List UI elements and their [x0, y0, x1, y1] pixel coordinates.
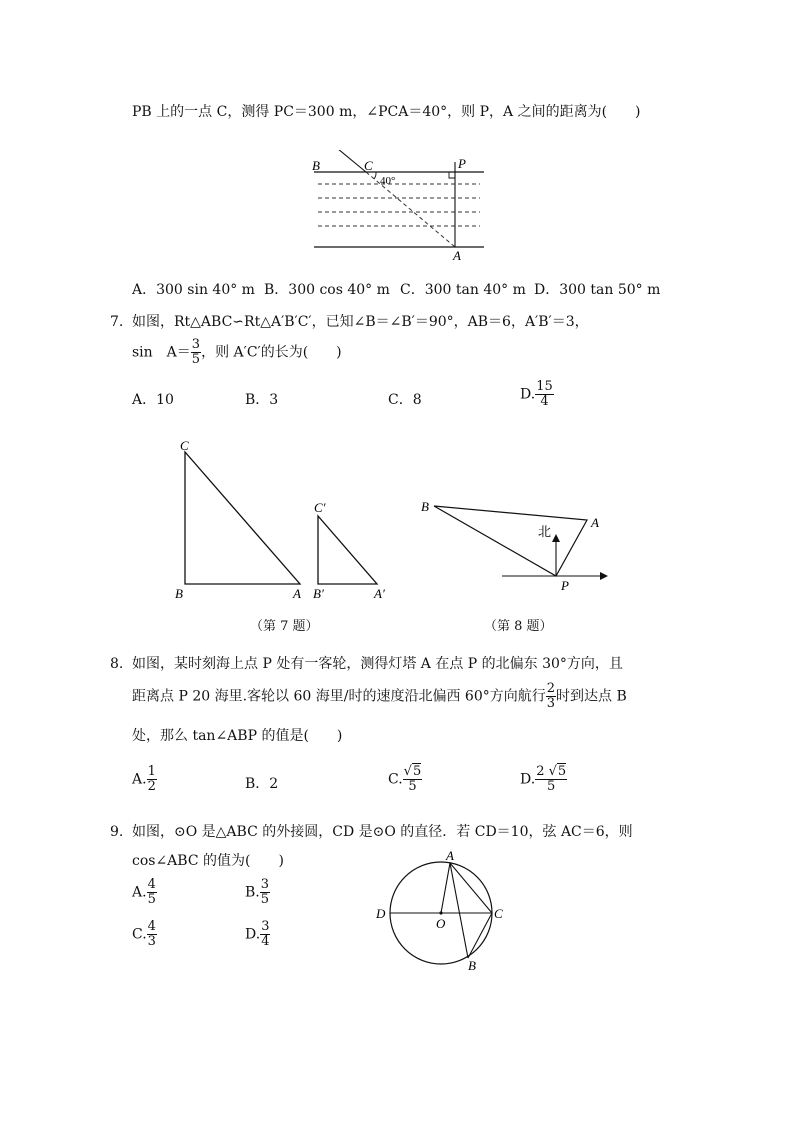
q8-number: 8.: [110, 656, 124, 672]
q9-number: 9.: [110, 824, 124, 840]
q7-option-b[interactable]: B．3: [245, 392, 279, 408]
q9-label-o: O: [436, 916, 446, 931]
q7-option-c[interactable]: C．8: [388, 392, 422, 408]
q6-label-a: A: [453, 248, 461, 262]
q8-triangle-abp: [434, 506, 587, 576]
q9-chord-bc: [468, 913, 492, 958]
q8-option-d[interactable]: D. $\frac{2 √5}{5}$: [520, 764, 567, 794]
q8-option-a[interactable]: A. $\frac{1}{2}$: [132, 764, 156, 794]
q7-label-c2: C′: [314, 500, 326, 515]
q8-arrow-east: [600, 572, 608, 580]
q9-figure: [370, 846, 510, 974]
q7-line1: 如图，Rt△ABC∽Rt△A′B′C′，已知∠B＝∠B′＝90°，AB＝6，A′B′＝3，: [132, 314, 589, 330]
q6-angle-label: 40°: [380, 175, 396, 187]
q6-stem: PB 上的一点 C，测得 PC＝300 m，∠PCA＝40°，则 P，A 之间的距离为( ): [132, 104, 641, 120]
q9-chord-ab: [450, 863, 468, 958]
q7-label-b2: B′: [313, 586, 324, 601]
q7-figure: [170, 436, 400, 608]
q8-line1: 如图，某时刻海上点 P 处有一客轮，测得灯塔 A 在点 P 的北偏东 30°方向，且: [132, 656, 623, 672]
q8-caption: （第 8 题）: [484, 619, 553, 634]
q7-line2: sin A＝ $\frac{3}{5}$ ，则 A′C′的长为( ): [132, 337, 342, 367]
q8-line3: 处，那么 tan∠ABP 的值是( ): [132, 728, 343, 744]
q6-option-b[interactable]: B．300 cos 40° m: [264, 282, 390, 298]
q9-option-a[interactable]: A. $\frac{4}{5}$: [132, 877, 156, 907]
q7-triangle-abc: [185, 452, 300, 584]
q8-line2: 距离点 P 20 海里.客轮以 60 海里/时的速度沿北偏西 60°方向航行 $\frac{2}{3}$ 时到达点 B: [132, 681, 627, 711]
q8-label-b: B: [421, 499, 429, 514]
q7-option-a[interactable]: A．10: [132, 392, 174, 408]
q9-line-ao: [441, 863, 450, 913]
q9-label-c: C: [494, 906, 503, 921]
q6-option-a[interactable]: A．300 sin 40° m: [132, 282, 255, 298]
q7-option-d[interactable]: D. $\frac{15}{4}$: [520, 379, 553, 409]
q6-label-p: P: [458, 156, 466, 171]
q9-label-d: D: [376, 906, 386, 921]
q7-label-a: A: [293, 586, 301, 601]
q7-label-b: B: [175, 586, 183, 601]
q9-label-a: A: [446, 848, 454, 863]
q8-figure: [412, 494, 622, 594]
q9-line1: 如图，⊙O 是△ABC 的外接圆，CD 是⊙O 的直径．若 CD＝10，弦 AC＝6，则: [132, 824, 633, 840]
q8-label-north: 北: [538, 524, 552, 539]
q7-triangle-a2b2c2: [318, 516, 377, 584]
q9-line2: cos∠ABC 的值为( ): [132, 853, 284, 869]
q9-option-d[interactable]: D. $\frac{3}{4}$: [245, 919, 270, 949]
q8-label-p: P: [561, 578, 569, 593]
q8-label-a: A: [591, 515, 599, 530]
q7-number: 7.: [110, 314, 124, 330]
q8-option-b[interactable]: B．2: [245, 776, 279, 792]
q9-option-c[interactable]: C. $\frac{4}{3}$: [132, 919, 156, 949]
q6-option-c[interactable]: C．300 tan 40° m: [400, 282, 526, 298]
q8-arrow-north: [552, 534, 560, 542]
q9-option-b[interactable]: B. $\frac{3}{5}$: [245, 877, 270, 907]
q7-caption: （第 7 题）: [250, 619, 319, 634]
q6-right-angle-mark: [449, 172, 455, 178]
q8-option-c[interactable]: C. $\frac{√5}{5}$: [388, 764, 422, 794]
q6-angle-arc: [374, 172, 376, 179]
q6-label-c: C: [364, 158, 373, 173]
q7-label-a2: A′: [374, 586, 385, 601]
q6-label-b: B: [312, 158, 320, 173]
q9-center-dot: [439, 911, 442, 914]
q6-figure: [300, 150, 500, 262]
q9-label-b: B: [468, 958, 476, 973]
q6-line-ca-solid: [332, 150, 366, 172]
q6-option-d[interactable]: D．300 tan 50° m: [534, 282, 661, 298]
q7-label-c: C: [180, 438, 189, 453]
